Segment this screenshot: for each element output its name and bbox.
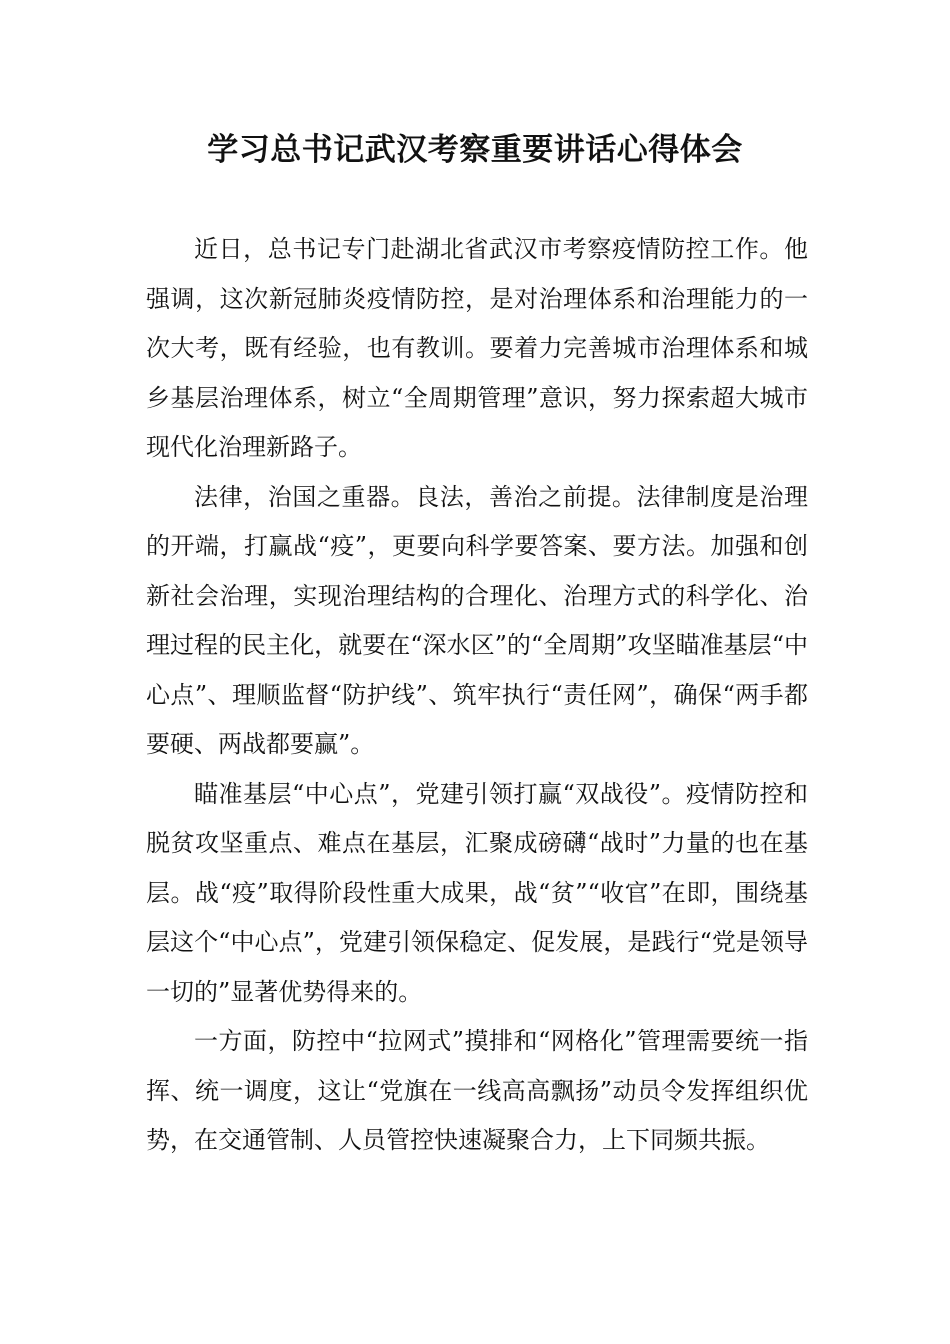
paragraph-3: 瞄准基层“中心点”，党建引领打赢“双战役”。疫情防控和脱贫攻坚重点、难点在基层，汇聚成磅礴“战时”力量的也在基层。战“疫”取得阶段性重大成果，战“贫”“收官”在即，围绕基层这个“中心点”，党建引领保稳定、促发展，是践行“党是领导一切的”显著优势得来的。 — [146, 779, 808, 1006]
paragraph-1: 近日，总书记专门赴湖北省武汉市考察疫情防控工作。他强调，这次新冠肺炎疫情防控，是对治理体系和治理能力的一次大考，既有经验，也有教训。要着力完善城市治理体系和城乡基层治理体系，树立“全周期管理”意识，努力探索超大城市现代化治理新路子。 — [146, 235, 808, 461]
paragraph-2: 法律，治国之重器。良法，善治之前提。法律制度是治理的开端，打赢战“疫”，更要向科学要答案、要方法。加强和创新社会治理，实现治理结构的合理化、治理方式的科学化、治理过程的民主化，就要在“深水区”的“全周期”攻坚瞄准基层“中心点”、理顺监督“防护线”、筑牢执行“责任网”，确保“两手都要硬、两战都要赢”。 — [146, 482, 808, 758]
document-body — [146, 225, 808, 1166]
paragraph-4: 一方面，防控中“拉网式”摸排和“网格化”管理需要统一指挥、统一调度，这让“党旗在一线高高飘扬”动员令发挥组织优势，在交通管制、人员管控快速凝聚合力，上下同频共振。 — [146, 1027, 808, 1154]
document-title: 学习总书记武汉考察重要讲话心得体会 — [207, 132, 743, 168]
